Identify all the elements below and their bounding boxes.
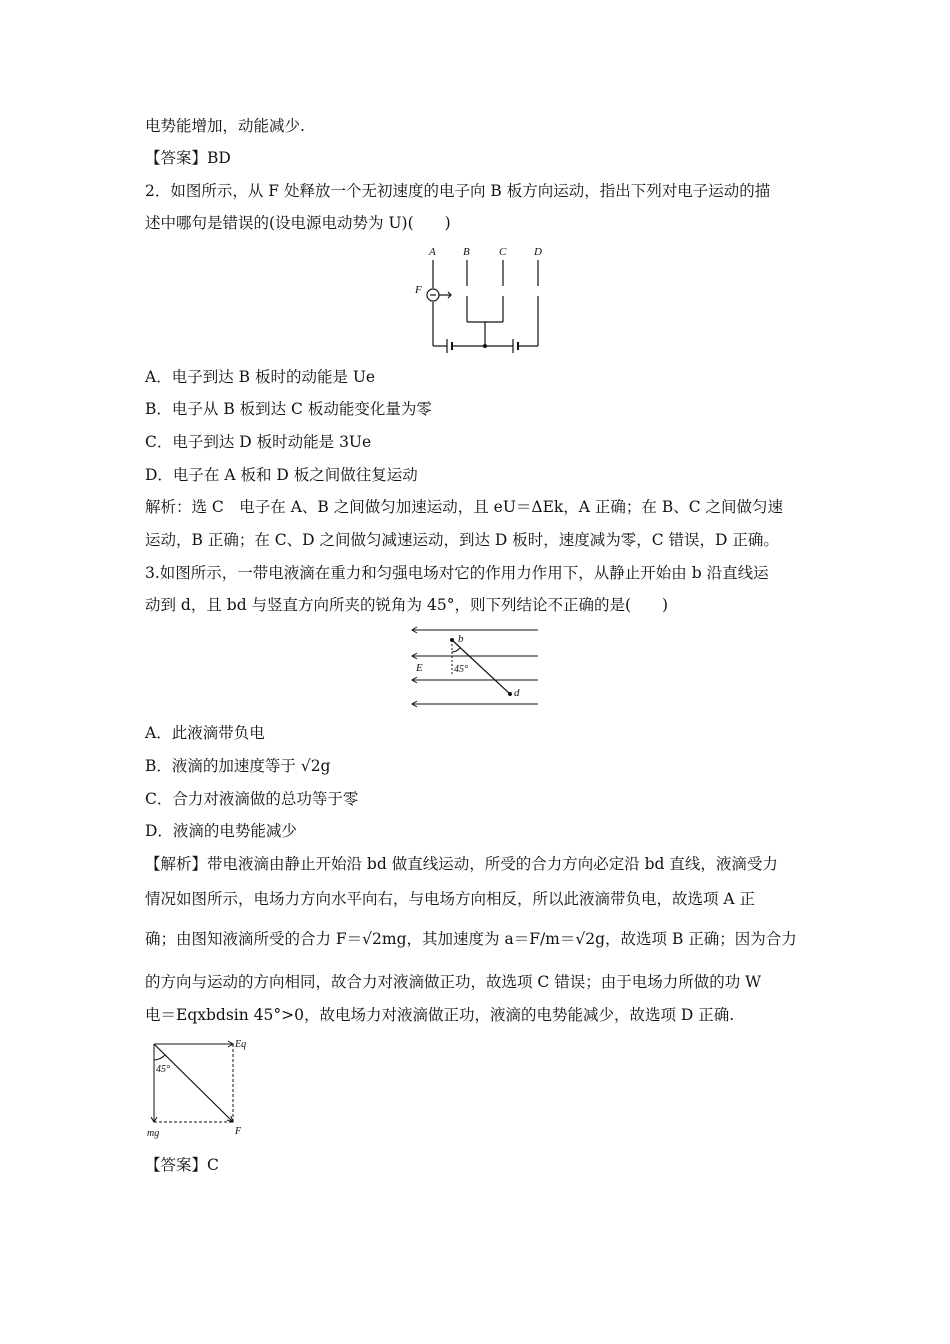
q3-answer: 【答案】C — [145, 1156, 219, 1174]
q3-force-figure — [143, 1036, 263, 1142]
q3-option-a: A．此液滴带负电 — [145, 724, 265, 742]
q3-analysis-line5: 电＝Eqxbdsin 45°>0，故电场力对液滴做正功，液滴的电势能减少，故选项 D 正确. — [145, 1006, 735, 1024]
q2-stem-line1: 2．如图所示，从 F 处释放一个无初速度的电子向 B 板方向运动，指出下列对电子运动的描 — [145, 182, 771, 200]
q3-option-b: B．液滴的加速度等于 √2g — [145, 757, 331, 775]
f-label: F — [235, 1126, 242, 1137]
q3-stem-line2: 动到 d，且 bd 与竖直方向所夹的锐角为 45°，则下列结论不正确的是( ) — [145, 596, 669, 614]
angle-label: 45° — [454, 664, 468, 675]
q2-analysis-line1: 解析：选 C 电子在 A、B 之间做匀加速运动，且 eU＝ΔEk，A 正确；在 B、C 之间做匀速 — [145, 498, 784, 516]
q2-option-d: D．电子在 A 板和 D 板之间做往复运动 — [145, 466, 418, 484]
q3-stem-line1: 3.如图所示，一带电液滴在重力和匀强电场对它的作用力作用下，从静止开始由 b 沿直线运 — [145, 564, 769, 582]
point-f-label: F — [415, 284, 422, 296]
q3-analysis-line2: 情况如图所示，电场力方向水平向右，与电场方向相反，所以此液滴带负电，故选项 A 正 — [145, 890, 756, 908]
q3-option-d: D．液滴的电势能减少 — [145, 822, 297, 840]
q3-analysis-line3: 确；由图知液滴所受的合力 F＝√2mg，其加速度为 a＝F/m＝√2g，故选项 B 正确；因为合力 — [145, 930, 797, 948]
plate-d-label: D — [534, 246, 542, 258]
plate-b-label: B — [463, 246, 470, 258]
continued-text: 电势能增加，动能减少. — [145, 117, 305, 135]
force-angle-label: 45° — [156, 1064, 170, 1075]
q2-circuit-figure — [405, 242, 555, 354]
q2-stem-line2: 述中哪句是错误的(设电源电动势为 U)( ) — [145, 214, 451, 232]
q3-option-c: C．合力对液滴做的总功等于零 — [145, 790, 359, 808]
plate-a-label: A — [429, 246, 436, 258]
q3-field-figure — [406, 624, 542, 710]
q3-analysis-line1: 【解析】带电液滴由静止开始沿 bd 做直线运动，所受的合力方向必定沿 bd 直线，液滴受力 — [145, 855, 778, 873]
q2-option-a: A．电子到达 B 板时的动能是 Ue — [145, 368, 376, 386]
q2-option-c: C．电子到达 D 板时动能是 3Ue — [145, 433, 372, 451]
eq-label: Eq — [235, 1039, 247, 1050]
field-e-label: E — [416, 662, 423, 674]
point-d-label: d — [514, 687, 520, 699]
point-b-label: b — [458, 633, 464, 645]
mg-label: mg — [147, 1128, 160, 1139]
q3-analysis-line4: 的方向与运动的方向相同，故合力对液滴做正功，故选项 C 错误；由于电场力所做的功 W — [145, 973, 762, 991]
q2-analysis-line2: 运动，B 正确；在 C、D 之间做匀减速运动，到达 D 板时，速度减为零，C 错误，D 正确。 — [145, 531, 779, 549]
answer-label: 【答案】BD — [145, 149, 231, 167]
plate-c-label: C — [499, 246, 507, 258]
q2-option-b: B．电子从 B 板到达 C 板动能变化量为零 — [145, 400, 432, 418]
